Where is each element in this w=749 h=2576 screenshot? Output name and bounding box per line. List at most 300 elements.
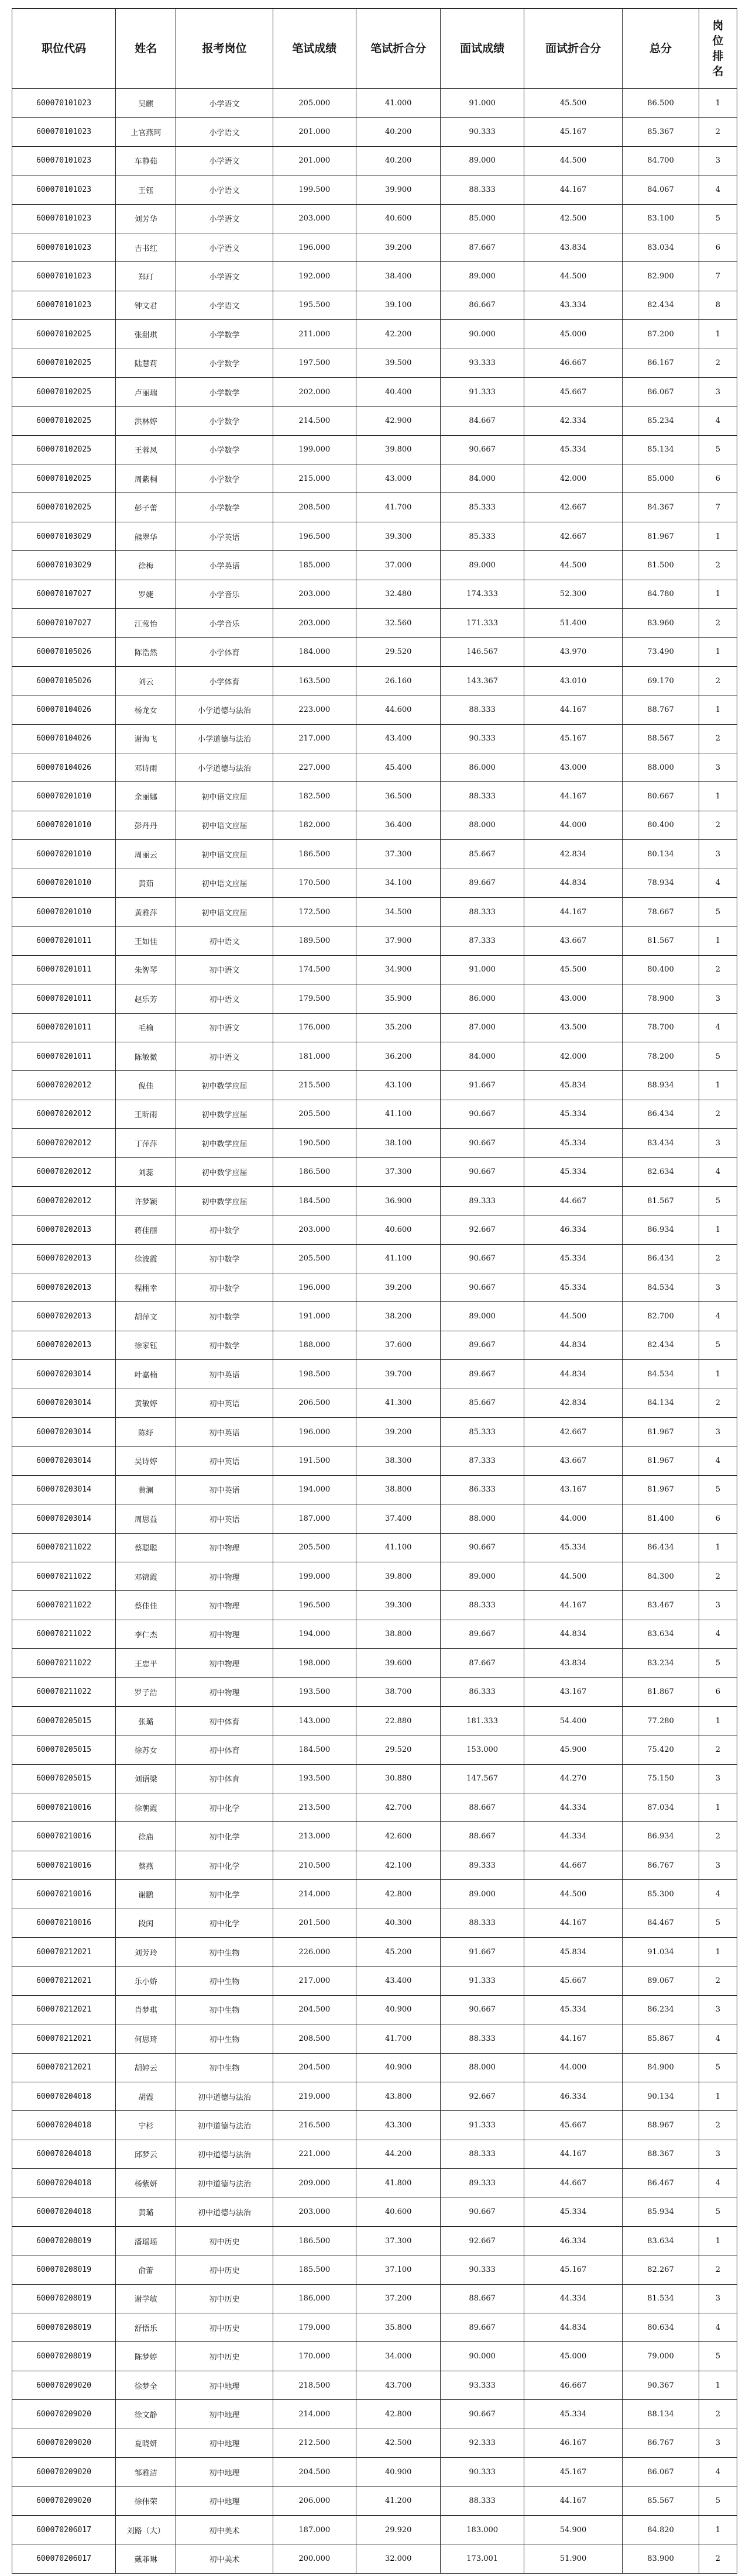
name-cell: 蔡佳佳 (116, 1591, 176, 1620)
post-cell: 初中语文应届 (176, 811, 273, 839)
interview-converted-cell: 46.167 (524, 2429, 622, 2457)
interview-converted-cell: 43.167 (524, 1475, 622, 1504)
col-header-total: 总分 (623, 9, 699, 89)
interview-converted-cell: 45.500 (524, 955, 622, 984)
total-cell: 84.534 (623, 1360, 699, 1389)
written-converted-cell: 41.700 (356, 2024, 441, 2053)
interview-converted-cell: 44.667 (524, 1186, 622, 1215)
rank-cell: 5 (699, 1475, 737, 1504)
written-score-cell: 199.000 (273, 435, 356, 464)
post-cell: 初中物理 (176, 1678, 273, 1706)
interview-score-cell: 88.333 (441, 1591, 524, 1620)
written-converted-cell: 43.400 (356, 724, 441, 753)
position-code-cell: 600070201010 (12, 782, 116, 811)
rank-cell: 1 (699, 522, 737, 550)
written-score-cell: 179.500 (273, 984, 356, 1013)
written-converted-cell: 43.300 (356, 2111, 441, 2140)
position-code-cell: 600070201010 (12, 897, 116, 926)
rank-cell: 1 (699, 2226, 737, 2255)
interview-converted-cell: 42.667 (524, 493, 622, 522)
table-row (12, 1851, 737, 1879)
written-score-cell: 187.000 (273, 2515, 356, 2544)
total-cell: 83.467 (623, 1591, 699, 1620)
name-cell: 王蓉凤 (116, 435, 176, 464)
rank-cell: 3 (699, 984, 737, 1013)
post-cell: 初中历史 (176, 2313, 273, 2342)
name-cell: 徐庙 (116, 1822, 176, 1851)
post-cell: 初中生物 (176, 2024, 273, 2053)
position-code-cell: 600070209020 (12, 2487, 116, 2515)
written-score-cell: 179.000 (273, 2313, 356, 2342)
name-cell: 吉书红 (116, 233, 176, 261)
written-score-cell: 221.000 (273, 2140, 356, 2168)
rank-cell: 1 (699, 1215, 737, 1244)
written-score-cell: 203.000 (273, 2198, 356, 2226)
written-converted-cell: 37.600 (356, 1331, 441, 1359)
table-row (12, 1447, 737, 1475)
name-cell: 俞蕾 (116, 2255, 176, 2284)
name-cell: 吴麒 (116, 89, 176, 118)
interview-score-cell: 88.333 (441, 897, 524, 926)
post-cell: 初中道德与法治 (176, 2198, 273, 2226)
interview-score-cell: 89.333 (441, 1851, 524, 1879)
interview-score-cell: 88.333 (441, 2140, 524, 2168)
written-converted-cell: 40.600 (356, 2198, 441, 2226)
position-code-cell: 600070102025 (12, 320, 116, 349)
name-cell: 陈梦婷 (116, 2342, 176, 2371)
total-cell: 83.100 (623, 204, 699, 233)
total-cell: 80.134 (623, 840, 699, 869)
name-cell: 胡萍文 (116, 1302, 176, 1331)
position-code-cell: 600070101023 (12, 291, 116, 319)
written-converted-cell: 36.200 (356, 1042, 441, 1070)
interview-score-cell: 90.333 (441, 2255, 524, 2284)
name-cell: 舒悟乐 (116, 2313, 176, 2342)
position-code-cell: 600070203014 (12, 1504, 116, 1533)
post-cell: 初中数学 (176, 1244, 273, 1273)
rank-cell: 3 (699, 840, 737, 869)
post-cell: 初中英语 (176, 1389, 273, 1417)
col-header-written-score: 笔试成绩 (273, 9, 356, 89)
post-cell: 初中数学 (176, 1302, 273, 1331)
table-row (12, 377, 737, 406)
position-code-cell: 600070102025 (12, 349, 116, 377)
rank-cell: 1 (699, 2082, 737, 2110)
interview-converted-cell: 45.000 (524, 320, 622, 349)
name-cell: 黄敏婷 (116, 1389, 176, 1417)
table-row (12, 1186, 737, 1215)
table-row (12, 1967, 737, 1995)
table-row (12, 1042, 737, 1070)
rank-cell: 4 (699, 1620, 737, 1648)
post-cell: 小学英语 (176, 551, 273, 580)
table-row (12, 1360, 737, 1389)
table-row (12, 1938, 737, 1967)
rank-cell: 2 (699, 2111, 737, 2140)
post-cell: 初中物理 (176, 1591, 273, 1620)
post-cell: 初中地理 (176, 2400, 273, 2429)
written-converted-cell: 34.900 (356, 955, 441, 984)
interview-converted-cell: 46.334 (524, 2082, 622, 2110)
name-cell: 赵乐芳 (116, 984, 176, 1013)
table-row (12, 869, 737, 897)
interview-converted-cell: 45.334 (524, 1244, 622, 1273)
written-score-cell: 196.000 (273, 233, 356, 261)
written-converted-cell: 26.160 (356, 666, 441, 695)
written-converted-cell: 41.100 (356, 1100, 441, 1128)
total-cell: 86.767 (623, 2429, 699, 2457)
table-row (12, 1244, 737, 1273)
interview-converted-cell: 45.667 (524, 377, 622, 406)
position-code-cell: 600070102025 (12, 464, 116, 493)
total-cell: 83.634 (623, 2226, 699, 2255)
post-cell: 初中语文 (176, 1042, 273, 1070)
rank-cell: 5 (699, 1042, 737, 1070)
interview-score-cell: 90.333 (441, 724, 524, 753)
rank-cell: 4 (699, 1880, 737, 1909)
written-converted-cell: 42.900 (356, 407, 441, 435)
rank-cell: 6 (699, 1678, 737, 1706)
position-code-cell: 600070202013 (12, 1273, 116, 1302)
written-score-cell: 163.500 (273, 666, 356, 695)
written-converted-cell: 40.900 (356, 1995, 441, 2024)
name-cell: 戴菲琳 (116, 2544, 176, 2573)
post-cell: 初中化学 (176, 1793, 273, 1822)
table-row (12, 262, 737, 291)
written-converted-cell: 39.700 (356, 1360, 441, 1389)
post-cell: 小学数学 (176, 464, 273, 493)
post-cell: 小学数学 (176, 349, 273, 377)
rank-cell: 4 (699, 1013, 737, 1042)
written-converted-cell: 39.800 (356, 1562, 441, 1590)
name-cell: 张甜琪 (116, 320, 176, 349)
post-cell: 初中道德与法治 (176, 2169, 273, 2198)
interview-converted-cell: 46.667 (524, 349, 622, 377)
rank-cell: 4 (699, 2313, 737, 2342)
post-cell: 初中语文应届 (176, 869, 273, 897)
written-score-cell: 184.000 (273, 638, 356, 666)
rank-cell: 5 (699, 2342, 737, 2371)
table-row (12, 2024, 737, 2053)
total-cell: 82.700 (623, 1302, 699, 1331)
name-cell: 谢学敏 (116, 2284, 176, 2313)
rank-cell: 2 (699, 2255, 737, 2284)
written-score-cell: 194.000 (273, 1620, 356, 1648)
rank-cell: 7 (699, 262, 737, 291)
written-score-cell: 176.000 (273, 1013, 356, 1042)
position-code-cell: 600070205015 (12, 1735, 116, 1764)
interview-score-cell: 85.333 (441, 493, 524, 522)
written-score-cell: 217.000 (273, 724, 356, 753)
interview-converted-cell: 44.500 (524, 146, 622, 175)
rank-cell: 3 (699, 1591, 737, 1620)
rank-cell: 1 (699, 1938, 737, 1967)
table-row (12, 1100, 737, 1128)
interview-score-cell: 90.667 (441, 2400, 524, 2429)
written-score-cell: 209.000 (273, 2169, 356, 2198)
total-cell: 81.967 (623, 1475, 699, 1504)
interview-score-cell: 89.333 (441, 2169, 524, 2198)
written-score-cell: 172.500 (273, 897, 356, 926)
interview-score-cell: 91.667 (441, 1938, 524, 1967)
written-converted-cell: 35.200 (356, 1013, 441, 1042)
interview-score-cell: 90.667 (441, 1533, 524, 1562)
written-converted-cell: 45.200 (356, 1938, 441, 1967)
written-score-cell: 205.000 (273, 89, 356, 118)
written-score-cell: 211.000 (273, 320, 356, 349)
position-code-cell: 600070104026 (12, 695, 116, 724)
position-code-cell: 600070209020 (12, 2400, 116, 2429)
table-row (12, 1533, 737, 1562)
table-row (12, 638, 737, 666)
interview-score-cell: 90.000 (441, 320, 524, 349)
name-cell: 洪林婷 (116, 407, 176, 435)
written-converted-cell: 41.300 (356, 1389, 441, 1417)
table-row (12, 2400, 737, 2429)
interview-converted-cell: 45.334 (524, 1100, 622, 1128)
interview-score-cell: 88.667 (441, 1822, 524, 1851)
name-cell: 上官燕珂 (116, 118, 176, 146)
written-converted-cell: 43.400 (356, 1967, 441, 1995)
total-cell: 85.367 (623, 118, 699, 146)
table-row (12, 2111, 737, 2140)
table-row (12, 1822, 737, 1851)
rank-cell: 1 (699, 695, 737, 724)
written-score-cell: 199.500 (273, 175, 356, 204)
position-code-cell: 600070203014 (12, 1389, 116, 1417)
rank-cell: 2 (699, 2400, 737, 2429)
written-score-cell: 186.500 (273, 1158, 356, 1186)
total-cell: 84.134 (623, 1389, 699, 1417)
interview-score-cell: 84.000 (441, 464, 524, 493)
name-cell: 潘瑶瑶 (116, 2226, 176, 2255)
interview-converted-cell: 42.834 (524, 1389, 622, 1417)
post-cell: 小学体育 (176, 638, 273, 666)
position-code-cell: 600070211022 (12, 1678, 116, 1706)
table-row (12, 666, 737, 695)
position-code-cell: 600070210016 (12, 1880, 116, 1909)
rank-cell: 2 (699, 1822, 737, 1851)
written-converted-cell: 42.700 (356, 1793, 441, 1822)
name-cell: 余丽娜 (116, 782, 176, 811)
written-converted-cell: 36.400 (356, 811, 441, 839)
col-header-post-rank (699, 9, 737, 89)
rank-cell: 2 (699, 1735, 737, 1764)
written-converted-cell: 32.000 (356, 2544, 441, 2573)
interview-converted-cell: 51.400 (524, 609, 622, 638)
written-score-cell: 212.500 (273, 2429, 356, 2457)
position-code-cell: 600070206017 (12, 2544, 116, 2573)
position-code-cell: 600070201011 (12, 955, 116, 984)
written-converted-cell: 37.900 (356, 927, 441, 955)
interview-converted-cell: 45.900 (524, 1735, 622, 1764)
interview-converted-cell: 42.000 (524, 464, 622, 493)
position-code-cell: 600070101023 (12, 89, 116, 118)
written-converted-cell: 45.400 (356, 753, 441, 781)
name-cell: 刘芳华 (116, 204, 176, 233)
written-converted-cell: 42.200 (356, 320, 441, 349)
rank-cell: 1 (699, 1706, 737, 1735)
post-cell: 初中历史 (176, 2342, 273, 2371)
name-cell: 邓诗雨 (116, 753, 176, 781)
rank-cell: 4 (699, 1158, 737, 1186)
written-converted-cell: 37.200 (356, 2284, 441, 2313)
interview-converted-cell: 45.167 (524, 2255, 622, 2284)
rank-cell: 2 (699, 609, 737, 638)
written-converted-cell: 40.300 (356, 1909, 441, 1937)
post-cell: 初中化学 (176, 1851, 273, 1879)
total-cell: 87.034 (623, 1793, 699, 1822)
post-cell: 小学音乐 (176, 580, 273, 608)
rank-cell: 2 (699, 955, 737, 984)
interview-converted-cell: 44.167 (524, 782, 622, 811)
name-cell: 陈敏微 (116, 1042, 176, 1070)
interview-converted-cell: 45.334 (524, 2198, 622, 2226)
rank-cell: 2 (699, 2544, 737, 2573)
position-code-cell: 600070208019 (12, 2255, 116, 2284)
interview-converted-cell: 42.667 (524, 1417, 622, 1446)
name-cell: 江莺怡 (116, 609, 176, 638)
interview-converted-cell: 44.334 (524, 2284, 622, 2313)
interview-converted-cell: 46.334 (524, 2226, 622, 2255)
position-code-cell: 600070202012 (12, 1186, 116, 1215)
interview-converted-cell: 44.834 (524, 869, 622, 897)
post-cell: 小学英语 (176, 522, 273, 550)
interview-converted-cell: 43.500 (524, 1013, 622, 1042)
written-converted-cell: 22.880 (356, 1706, 441, 1735)
total-cell: 81.567 (623, 927, 699, 955)
written-score-cell: 174.500 (273, 955, 356, 984)
total-cell: 80.634 (623, 2313, 699, 2342)
rank-header-char: 排 (712, 50, 724, 63)
total-cell: 79.000 (623, 2342, 699, 2371)
table-row (12, 349, 737, 377)
name-cell: 程栩幸 (116, 1273, 176, 1302)
position-code-cell: 600070102025 (12, 407, 116, 435)
table-row (12, 118, 737, 146)
position-code-cell: 600070203014 (12, 1447, 116, 1475)
written-converted-cell: 29.520 (356, 1735, 441, 1764)
name-cell: 徐朝霞 (116, 1793, 176, 1822)
total-cell: 78.900 (623, 984, 699, 1013)
position-code-cell: 600070201010 (12, 811, 116, 839)
interview-score-cell: 90.667 (441, 1158, 524, 1186)
rank-header-char: 名 (712, 65, 724, 78)
interview-score-cell: 86.000 (441, 753, 524, 781)
post-cell: 初中数学应届 (176, 1071, 273, 1100)
written-converted-cell: 38.100 (356, 1129, 441, 1158)
total-cell: 88.134 (623, 2400, 699, 2429)
table-row (12, 204, 737, 233)
name-cell: 黄璐 (116, 2198, 176, 2226)
interview-converted-cell: 45.167 (524, 2458, 622, 2487)
name-cell: 夏晓妍 (116, 2429, 176, 2457)
table-row (12, 435, 737, 464)
interview-score-cell: 90.000 (441, 2342, 524, 2371)
rank-cell: 7 (699, 493, 737, 522)
total-cell: 88.367 (623, 2140, 699, 2168)
rank-cell: 5 (699, 2198, 737, 2226)
name-cell: 徐文静 (116, 2400, 176, 2429)
interview-score-cell: 89.333 (441, 1186, 524, 1215)
written-converted-cell: 41.700 (356, 493, 441, 522)
rank-cell: 1 (699, 638, 737, 666)
interview-score-cell: 146.567 (441, 638, 524, 666)
table-row (12, 1475, 737, 1504)
post-cell: 初中化学 (176, 1909, 273, 1937)
post-cell: 初中数学应届 (176, 1186, 273, 1215)
interview-converted-cell: 42.834 (524, 840, 622, 869)
total-cell: 85.134 (623, 435, 699, 464)
position-code-cell: 600070204018 (12, 2198, 116, 2226)
table-row (12, 2198, 737, 2226)
written-converted-cell: 37.300 (356, 840, 441, 869)
interview-score-cell: 90.667 (441, 1129, 524, 1158)
total-cell: 90.367 (623, 2371, 699, 2399)
position-code-cell: 600070205015 (12, 1706, 116, 1735)
interview-converted-cell: 54.400 (524, 1706, 622, 1735)
written-converted-cell: 41.200 (356, 2487, 441, 2515)
rank-cell: 4 (699, 869, 737, 897)
post-cell: 小学语文 (176, 291, 273, 319)
rank-cell: 1 (699, 1071, 737, 1100)
total-cell: 75.420 (623, 1735, 699, 1764)
table-row (12, 1793, 737, 1822)
rank-cell: 2 (699, 349, 737, 377)
total-cell: 86.067 (623, 2458, 699, 2487)
interview-score-cell: 85.667 (441, 840, 524, 869)
rank-cell: 3 (699, 1851, 737, 1879)
interview-converted-cell: 42.334 (524, 407, 622, 435)
total-cell: 83.634 (623, 1620, 699, 1648)
table-row (12, 1678, 737, 1706)
rank-cell: 5 (699, 435, 737, 464)
interview-converted-cell: 45.667 (524, 2111, 622, 2140)
post-cell: 初中英语 (176, 1475, 273, 1504)
written-score-cell: 205.500 (273, 1100, 356, 1128)
post-cell: 小学数学 (176, 435, 273, 464)
written-score-cell: 213.500 (273, 1793, 356, 1822)
rank-cell: 5 (699, 1909, 737, 1937)
written-score-cell: 170.000 (273, 2342, 356, 2371)
written-converted-cell: 38.300 (356, 1447, 441, 1475)
written-converted-cell: 39.600 (356, 1649, 441, 1678)
interview-converted-cell: 54.900 (524, 2515, 622, 2544)
interview-score-cell: 85.000 (441, 204, 524, 233)
interview-score-cell: 153.000 (441, 1735, 524, 1764)
written-score-cell: 214.500 (273, 407, 356, 435)
written-converted-cell: 34.000 (356, 2342, 441, 2371)
position-code-cell: 600070202013 (12, 1215, 116, 1244)
position-code-cell: 600070203014 (12, 1360, 116, 1389)
table-row (12, 1706, 737, 1735)
interview-score-cell: 90.667 (441, 1244, 524, 1273)
interview-score-cell: 89.000 (441, 551, 524, 580)
position-code-cell: 600070201011 (12, 984, 116, 1013)
name-cell: 王如佳 (116, 927, 176, 955)
written-score-cell: 191.500 (273, 1447, 356, 1475)
post-cell: 初中数学 (176, 1215, 273, 1244)
interview-converted-cell: 44.500 (524, 1302, 622, 1331)
interview-converted-cell: 44.500 (524, 1880, 622, 1909)
name-cell: 刘蕊 (116, 1158, 176, 1186)
header-row (12, 9, 737, 89)
written-score-cell: 204.500 (273, 2458, 356, 2487)
post-cell: 初中数学 (176, 1331, 273, 1359)
col-header-applied-post: 报考岗位 (176, 9, 273, 89)
written-converted-cell: 38.800 (356, 1620, 441, 1648)
interview-score-cell: 90.333 (441, 118, 524, 146)
